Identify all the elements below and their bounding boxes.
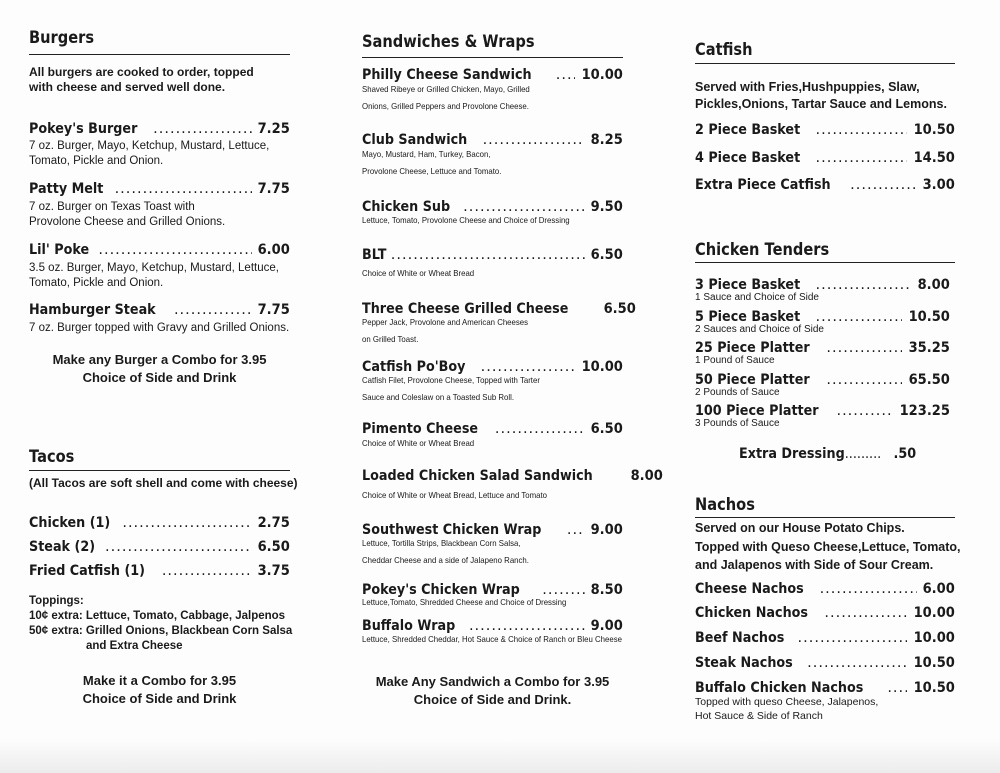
item-price: 2.75 — [257, 515, 290, 531]
item-price: 7.25 — [257, 121, 290, 137]
item-name: 3 Piece Basket — [695, 277, 801, 293]
item-description: Lettuce, Shredded Cheddar, Hot Sauce & Choice of Ranch or Bleu Cheese — [362, 634, 622, 644]
item-name: Steak (2) — [29, 539, 96, 555]
menu-item-extra-catfish — [695, 177, 955, 193]
item-description: 2 Pounds of Sauce — [695, 387, 780, 398]
toppings-label: Toppings: — [29, 595, 84, 607]
item-price: 10.50 — [913, 655, 955, 671]
item-description: 7 oz. Burger on Texas Toast with Provolone Cheese and Grilled Onions. — [29, 201, 226, 228]
sandwiches-combo-note: Make Any Sandwich a Combo for 3.95 Choice of Side and Drink. — [375, 674, 610, 707]
item-description: Choice of White or Wheat Bread — [362, 268, 475, 278]
menu-item-chicken-nachos — [695, 605, 955, 621]
item-price: 6.00 — [922, 581, 955, 597]
item-name: Fried Catfish (1) — [29, 563, 145, 579]
extra-dressing-label: Extra Dressing — [739, 446, 845, 462]
tacos-combo-note: Make it a Combo for 3.95 Choice of Side and Drink — [82, 673, 237, 706]
item-description: Topped with queso Cheese, Jalapenos, Hot Sauce & Side of Ranch — [695, 696, 879, 722]
toppings-10c-line: 10¢ extra: Lettuce, Tomato, Cabbage, Jalpenos — [29, 610, 286, 622]
item-description: 7 oz. Burger, Mayo, Ketchup, Mustard, Lettuce, Tomato, Pickle and Onion. — [29, 140, 270, 167]
catfish-intro: Served with Fries,Hushpuppies, Slaw, Pickles,Onions, Tartar Sauce and Lemons. — [695, 80, 947, 111]
menu-item-4-piece-catfish — [695, 150, 955, 166]
item-name: Buffalo Wrap — [362, 618, 456, 634]
item-price: 10.50 — [908, 309, 950, 325]
item-name: Club Sandwich — [362, 132, 468, 148]
item-description: Pepper Jack, Provolone and American Cheeses on Grilled Toast. — [362, 317, 529, 344]
item-description: Mayo, Mustard, Ham, Turkey, Bacon, Provolone Cheese, Lettuce and Tomato. — [362, 149, 502, 176]
item-name: Three Cheese Grilled Cheese — [362, 301, 569, 317]
item-name: 5 Piece Basket — [695, 309, 801, 325]
item-price: 8.00 — [630, 468, 664, 484]
tacos-rule — [29, 470, 290, 471]
item-name: Philly Cheese Sandwich — [362, 67, 532, 83]
burgers-intro: All burgers are cooked to order, topped with cheese and served well done. — [29, 65, 254, 94]
item-price: 6.50 — [603, 301, 636, 317]
item-name: 50 Piece Platter — [695, 372, 810, 388]
item-price: 14.50 — [913, 150, 955, 166]
menu-item-pokeys-burger — [29, 121, 290, 137]
tenders-rule — [695, 262, 955, 263]
item-price: 8.25 — [590, 132, 623, 148]
item-price: 9.00 — [590, 618, 623, 634]
burgers-combo-note: Make any Burger a Combo for 3.95 Choice of Side and Drink — [52, 352, 267, 385]
item-price: 6.50 — [257, 539, 290, 555]
tenders-heading: Chicken Tenders — [695, 240, 830, 260]
item-price: 8.50 — [590, 582, 623, 598]
item-price: 10.00 — [913, 605, 955, 621]
item-price: 123.25 — [899, 403, 950, 419]
menu-item-5-piece-basket — [695, 309, 950, 325]
toppings-extra-line: and Extra Cheese — [86, 640, 183, 652]
item-price: 9.00 — [590, 522, 623, 538]
item-name: Buffalo Chicken Nachos — [695, 680, 864, 696]
tacos-intro: (All Tacos are soft shell and come with cheese) — [29, 476, 298, 490]
item-price: 7.75 — [257, 302, 290, 318]
item-description: 2 Sauces and Choice of Side — [695, 324, 824, 335]
menu-item-blt — [362, 247, 623, 263]
item-name: Chicken Sub — [362, 199, 451, 215]
item-name: Cheese Nachos — [695, 581, 804, 597]
menu-item-lil-poke — [29, 242, 290, 258]
menu-item-steak-taco — [29, 539, 290, 555]
sandwiches-heading: Sandwiches & Wraps — [362, 32, 535, 52]
item-name: Chicken Nachos — [695, 605, 809, 621]
menu-item-loaded-chicken-salad — [362, 468, 664, 484]
toppings-50c-line: 50¢ extra: Grilled Onions, Blackbean Corn Salsa — [29, 625, 293, 637]
menu-item-25-piece-platter — [695, 340, 950, 356]
item-name: 25 Piece Platter — [695, 340, 810, 356]
item-name: Southwest Chicken Wrap — [362, 522, 542, 538]
item-price: 35.25 — [908, 340, 950, 356]
item-price: 10.00 — [913, 630, 955, 646]
menu-item-50-piece-platter — [695, 372, 950, 388]
item-description: 1 Pound of Sauce — [695, 355, 775, 366]
item-price: 10.50 — [913, 680, 955, 696]
item-name: BLT — [362, 247, 387, 263]
page-bottom-shadow — [0, 739, 1000, 773]
tacos-heading: Tacos — [29, 447, 75, 467]
item-price: 7.75 — [257, 181, 290, 197]
item-description: Lettuce,Tomato, Shredded Cheese and Choice of Dressing — [362, 597, 567, 607]
item-description: 3.5 oz. Burger, Mayo, Ketchup, Mustard, Lettuce, Tomato, Pickle and Onion. — [29, 262, 279, 289]
item-name: Hamburger Steak — [29, 302, 156, 318]
item-name: 100 Piece Platter — [695, 403, 819, 419]
item-price: 10.00 — [581, 67, 623, 83]
item-description: 1 Sauce and Choice of Side — [695, 292, 819, 303]
item-description: 3 Pounds of Sauce — [695, 418, 780, 429]
nachos-heading: Nachos — [695, 495, 755, 515]
menu-item-patty-melt — [29, 181, 290, 197]
item-description: Lettuce, Tortilla Strips, Blackbean Corn Salsa, Cheddar Cheese and a side of Jalapeno Ranch. — [362, 538, 529, 565]
item-description: Choice of White or Wheat Bread — [362, 438, 475, 448]
item-name: Patty Melt — [29, 181, 104, 197]
item-price: 6.50 — [590, 421, 623, 437]
item-name: Loaded Chicken Salad Sandwich — [362, 468, 593, 484]
item-name: Catfish Po'Boy — [362, 359, 466, 375]
menu-item-buffalo-chicken-nachos — [695, 680, 955, 696]
item-description: Catfish Filet, Provolone Cheese, Topped with Tarter Sauce and Coleslaw on a Toasted Sub Roll. — [362, 375, 540, 402]
item-name: Extra Piece Catfish — [695, 177, 831, 193]
item-description: 7 oz. Burger topped with Gravy and Grilled Onions. — [29, 322, 290, 334]
menu-item-cheese-nachos — [695, 581, 955, 597]
item-price: 10.00 — [581, 359, 623, 375]
item-name: Pokey's Chicken Wrap — [362, 582, 520, 598]
item-name: Beef Nachos — [695, 630, 785, 646]
item-name: 2 Piece Basket — [695, 122, 801, 138]
extra-dressing-price: .50 — [893, 446, 917, 462]
extra-dressing-dots: ......... — [844, 446, 882, 462]
item-price: 3.00 — [922, 177, 955, 193]
menu-item-3-piece-basket — [695, 277, 950, 293]
item-name: Pimento Cheese — [362, 421, 479, 437]
item-price: 6.50 — [590, 247, 623, 263]
menu-item-2-piece-catfish — [695, 122, 955, 138]
item-description: Lettuce, Tomato, Provolone Cheese and Choice of Dressing — [362, 215, 570, 225]
item-price: 3.75 — [257, 563, 290, 579]
item-name: Pokey's Burger — [29, 121, 138, 137]
item-description: Choice of White or Wheat Bread, Lettuce and Tomato — [362, 490, 548, 500]
menu-item-beef-nachos — [695, 630, 955, 646]
menu-item-steak-nachos — [695, 655, 955, 671]
catfish-rule — [695, 63, 955, 64]
item-price: 10.50 — [913, 122, 955, 138]
menu-item-fried-catfish-taco — [29, 563, 290, 579]
item-price: 8.00 — [917, 277, 950, 293]
item-price: 9.50 — [590, 199, 623, 215]
item-name: Lil' Poke — [29, 242, 90, 258]
item-name: 4 Piece Basket — [695, 150, 801, 166]
item-description: Shaved Ribeye or Grilled Chicken, Mayo, Grilled Onions, Grilled Peppers and Provolone Cheese. — [362, 84, 530, 111]
item-name: Chicken (1) — [29, 515, 111, 531]
burgers-rule — [29, 54, 290, 55]
item-price: 6.00 — [257, 242, 290, 258]
menu-item-hamburger-steak — [29, 302, 290, 318]
menu-item-chicken-taco — [29, 515, 290, 531]
sandwiches-rule — [362, 57, 623, 58]
nachos-intro: Served on our House Potato Chips. Topped with Queso Cheese,Lettuce, Tomato, and Jalapenos with Side of Sour Cream. — [695, 521, 961, 572]
extra-dressing-line — [739, 446, 916, 462]
burgers-heading: Burgers — [29, 28, 95, 48]
item-name: Steak Nachos — [695, 655, 793, 671]
item-price: 65.50 — [908, 372, 950, 388]
catfish-heading: Catfish — [695, 40, 753, 60]
menu-item-100-piece-platter — [695, 403, 950, 419]
